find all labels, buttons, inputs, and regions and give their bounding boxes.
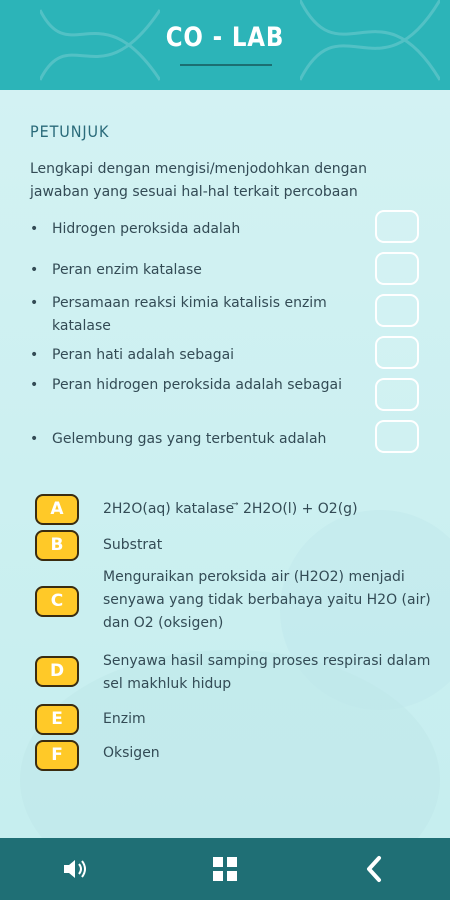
- section-title: PETUNJUK: [30, 122, 110, 141]
- option-text-e: Enzim: [103, 711, 146, 727]
- app-title: CO - LAB: [165, 22, 285, 53]
- option-button-b[interactable]: B: [35, 530, 79, 561]
- speaker-button[interactable]: [58, 852, 92, 886]
- question-text: Hidrogen peroksida adalah: [52, 221, 241, 237]
- option-button-f[interactable]: F: [35, 740, 79, 771]
- question-text: Peran enzim katalase: [52, 262, 202, 278]
- answer-box-4[interactable]: [375, 336, 419, 369]
- bullet: •: [30, 377, 39, 393]
- question-text: Persamaan reaksi kimia katalisis enzim katalase: [52, 295, 327, 334]
- option-button-e[interactable]: E: [35, 704, 79, 735]
- content-panel: [0, 90, 450, 838]
- back-chevron-icon: [358, 852, 392, 886]
- speaker-icon: [58, 852, 92, 886]
- back-button[interactable]: [358, 852, 392, 886]
- question-item: [30, 218, 370, 241]
- grid-menu-icon: [208, 852, 242, 886]
- bullet: •: [30, 262, 39, 278]
- title-underline: [180, 64, 272, 66]
- bullet: •: [30, 295, 39, 311]
- answer-box-5[interactable]: [375, 378, 419, 411]
- bullet: •: [30, 347, 39, 363]
- option-button-d[interactable]: D: [35, 656, 79, 687]
- answer-box-3[interactable]: [375, 294, 419, 327]
- question-item: [30, 374, 370, 397]
- question-item: [30, 428, 370, 451]
- question-item: [30, 259, 370, 282]
- question-text: Peran hidrogen peroksida adalah sebagai: [52, 377, 342, 393]
- option-text-a: 2H2O(aq) katalase ⃗ 2H2O(l) + O2(g): [103, 501, 358, 517]
- answer-box-1[interactable]: [375, 210, 419, 243]
- bullet: •: [30, 431, 39, 447]
- question-text: Peran hati adalah sebagai: [52, 347, 235, 363]
- question-item: [30, 344, 370, 367]
- bullet: •: [30, 221, 39, 237]
- bottom-nav-bar: [0, 838, 450, 900]
- option-button-a[interactable]: A: [35, 494, 79, 525]
- answer-box-2[interactable]: [375, 252, 419, 285]
- option-text-f: Oksigen: [103, 745, 160, 761]
- question-item: [30, 292, 370, 338]
- menu-button[interactable]: [208, 852, 242, 886]
- instruction-text: Lengkapi dengan mengisi/menjodohkan dengan jawaban yang sesuai hal-hal terkait percobaan: [30, 161, 367, 200]
- option-button-c[interactable]: C: [35, 586, 79, 617]
- question-text: Gelembung gas yang terbentuk adalah: [52, 431, 327, 447]
- app-header: [0, 0, 450, 90]
- option-text-c: Menguraikan peroksida air (H2O2) menjadi senyawa yang tidak berbahaya yaitu H2O (air) dan O2 (oksigen): [103, 569, 431, 631]
- option-text-d: Senyawa hasil samping proses respirasi dalam sel makhluk hidup: [103, 653, 431, 692]
- answer-box-6[interactable]: [375, 420, 419, 453]
- option-text-b: Substrat: [103, 537, 163, 553]
